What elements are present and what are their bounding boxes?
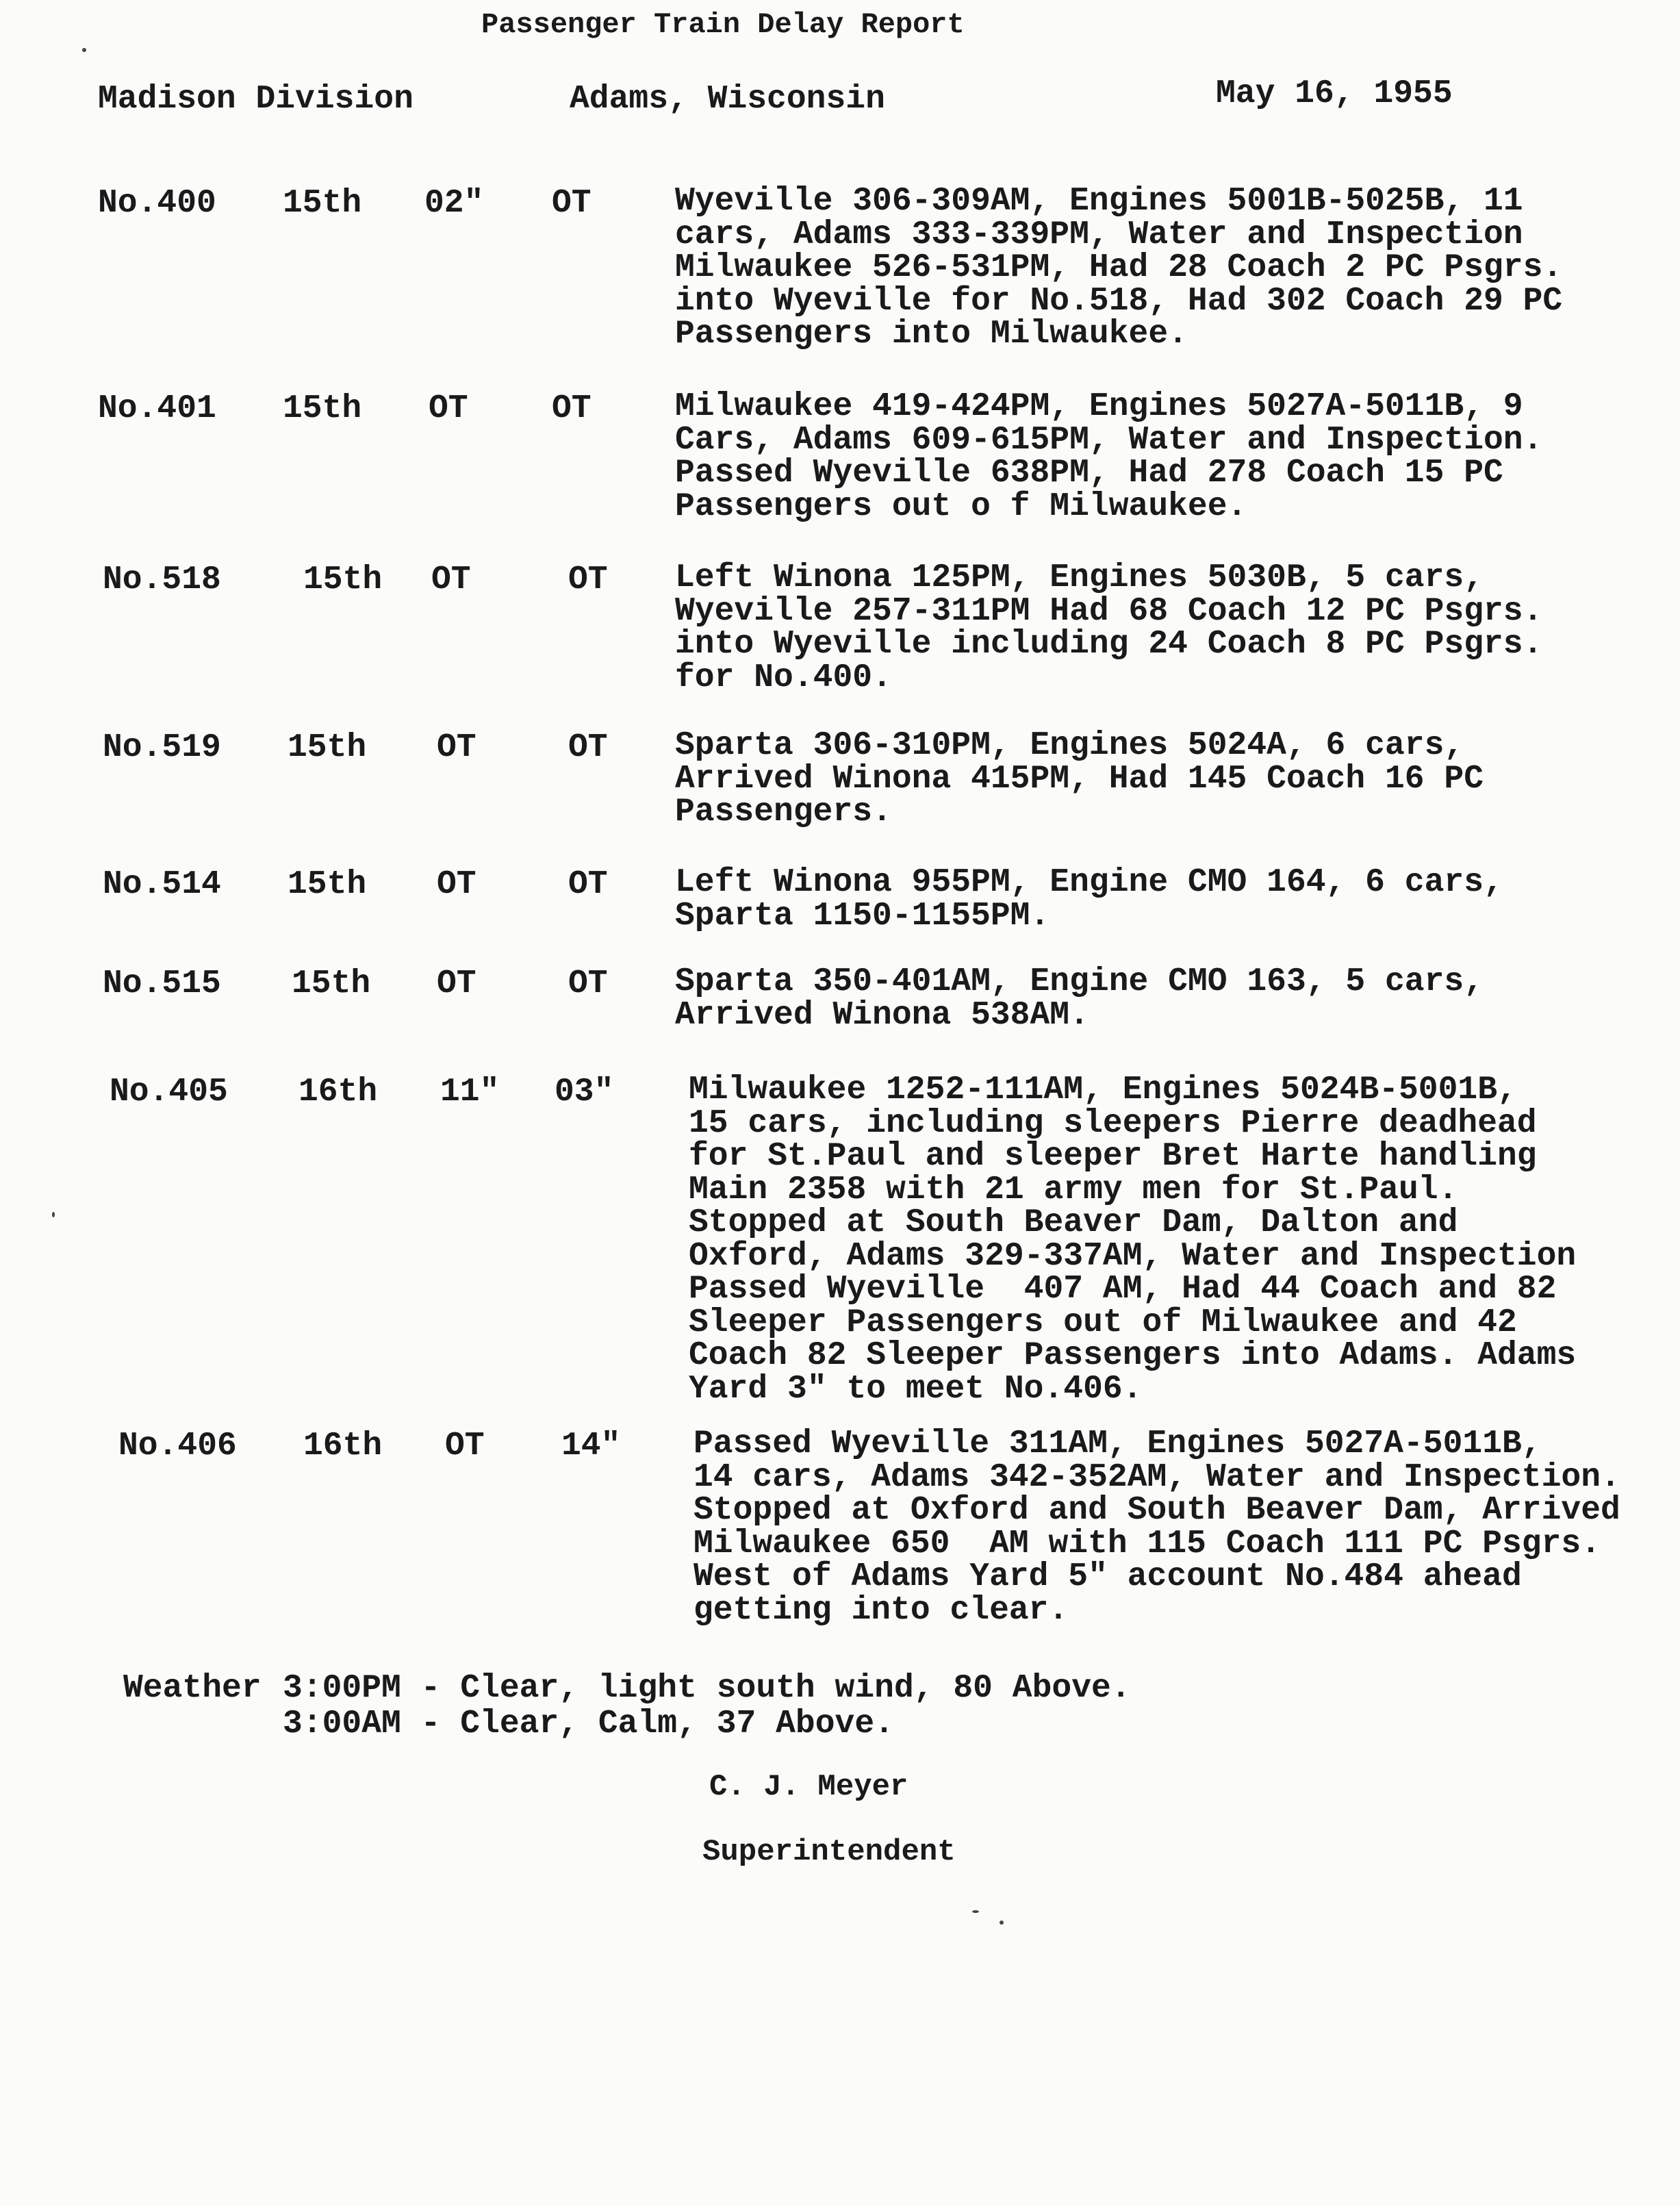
train-day: 15th xyxy=(292,965,371,1002)
scan-speck xyxy=(82,48,86,52)
delay-col4: OT xyxy=(568,866,608,903)
train-number: No.406 xyxy=(118,1428,237,1465)
delay-col3: OT xyxy=(437,729,476,766)
delay-col3: OT xyxy=(437,866,476,903)
delay-col3: OT xyxy=(429,390,468,427)
delay-col4: 03" xyxy=(555,1074,614,1111)
train-number: No.518 xyxy=(103,561,221,598)
train-description: Milwaukee 1252-111AM, Engines 5024B-5001B, 15 cars, including sleepers Pierre deadhead for St.Paul and sleeper Bret Harte handling Main 2358 with 21 army men for St.Paul. Stopped at South Beaver Dam, Dalton and Oxford, Adams 329-337AM, Water and Inspection Passed Wyeville 407 AM, Had 44 Coach and 82 Sleeper Passengers out of Milwaukee and 42 Coach 82 Sleeper Passengers into Adams. Adams Yard 3" to meet No.406. xyxy=(689,1072,1577,1408)
train-description: Left Winona 125PM, Engines 5030B, 5 cars, Wyeville 257-311PM Had 68 Coach 12 PC Psgrs. into Wyeville including 24 Coach 8 PC Psgrs. for No.400. xyxy=(675,559,1543,696)
scan-speck xyxy=(972,1910,979,1913)
train-day: 15th xyxy=(288,729,367,766)
delay-col4: OT xyxy=(552,185,591,222)
train-number: No.405 xyxy=(110,1074,228,1111)
delay-col4: OT xyxy=(568,561,608,598)
weather-line-2: 3:00AM - Clear, Calm, 37 Above. xyxy=(283,1706,894,1742)
train-day: 15th xyxy=(303,561,383,598)
train-description: Passed Wyeville 311AM, Engines 5027A-5011B, 14 cars, Adams 342-352AM, Water and Inspection. Stopped at Oxford and South Beaver Dam, Arrived Milwaukee 650 AM with 115 Coach 111 PC Psgrs. West of Adams Yard 5" account No.484 ahead getting into clear. xyxy=(693,1425,1620,1629)
train-day: 15th xyxy=(288,866,367,903)
train-day: 16th xyxy=(298,1074,378,1111)
train-number: No.519 xyxy=(103,729,221,766)
report-date: May 16, 1955 xyxy=(1216,75,1453,112)
report-title: Passenger Train Delay Report xyxy=(481,8,965,41)
train-day: 15th xyxy=(283,390,362,427)
train-number: No.514 xyxy=(103,866,221,903)
signature-name: C. J. Meyer xyxy=(709,1770,908,1804)
delay-col3: OT xyxy=(445,1428,485,1465)
delay-col4: OT xyxy=(568,965,608,1002)
train-day: 16th xyxy=(303,1428,383,1465)
signature-title: Superintendent xyxy=(702,1835,956,1869)
train-description: Left Winona 955PM, Engine CMO 164, 6 cars, Sparta 1150-1155PM. xyxy=(675,864,1503,935)
weather-label: Weather xyxy=(123,1670,262,1707)
delay-col4: 14" xyxy=(561,1428,621,1465)
train-day: 15th xyxy=(283,185,362,222)
delay-col4: OT xyxy=(552,390,591,427)
delay-col3: OT xyxy=(437,965,476,1002)
scan-speck xyxy=(52,1212,55,1217)
train-number: No.401 xyxy=(98,390,216,427)
delay-col4: OT xyxy=(568,729,608,766)
train-description: Sparta 306-310PM, Engines 5024A, 6 cars, Arrived Winona 415PM, Had 145 Coach 16 PC Passengers. xyxy=(675,727,1484,831)
scan-speck xyxy=(1000,1920,1004,1925)
delay-col3: 11" xyxy=(440,1074,500,1111)
delay-col3: OT xyxy=(431,561,471,598)
weather-line-1: 3:00PM - Clear, light south wind, 80 Above. xyxy=(283,1670,1131,1707)
delay-col3: 02" xyxy=(424,185,484,222)
train-description: Sparta 350-401AM, Engine CMO 163, 5 cars, Arrived Winona 538AM. xyxy=(675,963,1484,1034)
location: Adams, Wisconsin xyxy=(570,81,885,118)
train-description: Milwaukee 419-424PM, Engines 5027A-5011B, 9 Cars, Adams 609-615PM, Water and Inspection. Passed Wyeville 638PM, Had 278 Coach 15 PC Passengers out o f Milwaukee. xyxy=(675,388,1543,525)
train-number: No.515 xyxy=(103,965,221,1002)
train-description: Wyeville 306-309AM, Engines 5001B-5025B, 11 cars, Adams 333-339PM, Water and Inspection Milwaukee 526-531PM, Had 28 Coach 2 PC Psgrs. into Wyeville for No.518, Had 302 Coach 29 PC Passengers into Milwaukee. xyxy=(675,183,1563,353)
division-name: Madison Division xyxy=(98,81,413,118)
train-number: No.400 xyxy=(98,185,216,222)
